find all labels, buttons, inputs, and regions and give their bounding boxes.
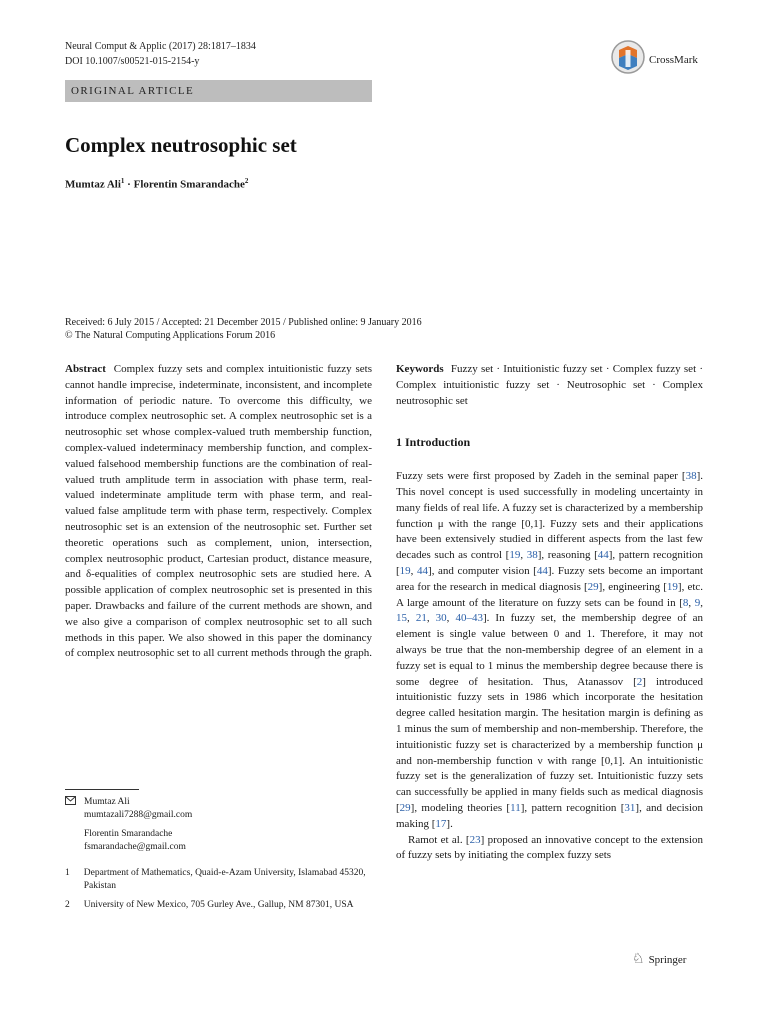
citation-link[interactable]: 29	[587, 580, 599, 593]
author-affiliation-marker: 2	[244, 177, 249, 185]
introduction-paragraph	[396, 469, 703, 832]
introduction-paragraph	[396, 833, 703, 865]
paragraph-text: ], reasoning [	[537, 549, 598, 562]
abstract-text: Complex fuzzy sets and complex intuitionistic fuzzy sets cannot handle imprecise, indeterminate, inconsistent, and incomplete information of periodic nature. To overcome this difficulty, we introduce complex neutrosophic set. A complex neutrosophic set is a neutrosophic set whose complex-valued truth membership function, complex-valued indeterminacy membership function, and complex-valued falsehood membership functions are the combination of real-valued truth amplitude term in association with phase term, real-valued indeterminate amplitude term with phase term, and real-valued false amplitude term with phase term, respectively. Complex neutrosophic set is an extension of the neutrosophic set. Further set theoretic operations such as complement, union, intersection, complex neutrosophic product, Cartesian product, distance measure, and δ-equalities of complex neutrosophic sets are studied here. A possible application of complex neutrosophic set is presented in this paper. Drawbacks and failure of the current methods are shown, and we also give a comparison of complex neutrosophic set to all such methods in this paper. We also showed in this paper the dominancy of complex neutrosophic set to all current methods through the graph.	[65, 363, 373, 660]
springer-horse-icon: ♘	[632, 952, 645, 967]
citation-link[interactable]: 44	[597, 549, 609, 562]
corresponding-contacts	[65, 796, 192, 854]
envelope-icon	[65, 796, 76, 854]
citation-link[interactable]: 19	[509, 549, 521, 562]
citation-link[interactable]: 2	[636, 675, 643, 688]
citation-link[interactable]: 44	[536, 564, 548, 577]
citation-link[interactable]: 30	[435, 612, 447, 625]
paragraph-text: ], pattern recognition [	[520, 801, 625, 814]
contact-name: Mumtaz Ali	[84, 797, 130, 807]
footnote-divider	[65, 789, 139, 790]
paragraph-text: ].	[446, 817, 453, 830]
author-list	[65, 177, 248, 191]
citation-link[interactable]: 9	[694, 596, 701, 609]
contact-name: Florentin Smarandache	[84, 829, 173, 839]
author-affiliation-marker: 1	[120, 177, 125, 185]
keywords-label: Keywords	[396, 363, 444, 375]
affiliation-number: 2	[65, 900, 70, 910]
publication-dates	[65, 316, 422, 342]
citation-link[interactable]: 38	[685, 470, 697, 483]
author-name[interactable]: Florentin Smarandache	[133, 178, 245, 191]
paragraph-text: ]. This novel concept is used successfully in modeling uncertainty in many fields of real life. A fuzzy set is characterized by a membership function μ with the range [0,1]. Fuzzy sets and their applications have been extensively studied in different aspects from the last few decades such as control [	[396, 470, 703, 562]
contact-email[interactable]: fsmarandache@gmail.com	[84, 842, 186, 852]
contact-email[interactable]: mumtazali7288@gmail.com	[84, 810, 193, 820]
doi[interactable]: DOI 10.1007/s00521-015-2154-y	[65, 56, 200, 67]
affiliation-text: University of New Mexico, 705 Gurley Ave., Gallup, NM 87301, USA	[83, 900, 354, 910]
citation-link[interactable]: 19	[666, 580, 678, 593]
abstract-paragraph	[65, 362, 372, 662]
citation-link[interactable]: 38	[526, 549, 538, 562]
paragraph-text: ], etc. A large amount of the literature on fuzzy sets can be found in [	[396, 580, 704, 609]
paragraph-text: ,	[700, 596, 704, 609]
section-heading-introduction: 1 Introduction	[396, 435, 471, 450]
keywords-paragraph	[396, 362, 703, 409]
paragraph-text: ], pattern recognition [	[396, 549, 704, 577]
copyright-line: © The Natural Computing Applications Forum 2016	[65, 330, 276, 341]
affiliation-item	[65, 899, 372, 912]
paragraph-text: ]. Fuzzy sets become an important area for the research in medical diagnosis [	[396, 564, 704, 593]
article-type-banner: ORIGINAL ARTICLE	[65, 80, 372, 102]
paragraph-text: ]. In fuzzy set, the membership degree of an element is single value between 0 and 1. Therefore, it may not always be true that the non-membership degree of an element in a fuzzy set is equal to 1 minus the membership degree because there is some degree of hesitation. Thus, Atanassov [	[396, 612, 704, 688]
citation-link[interactable]: 29	[399, 801, 411, 814]
paragraph-text: ,	[520, 549, 527, 562]
paragraph-text: Ramot et al. [	[408, 833, 470, 846]
citation-link[interactable]: 11	[510, 801, 521, 814]
citation-link[interactable]: 21	[415, 612, 427, 625]
author-separator: ·	[127, 178, 131, 191]
affiliation-number: 1	[65, 868, 70, 878]
publisher-logo	[632, 951, 686, 968]
paragraph-text: ,	[426, 612, 436, 625]
crossmark-label: CrossMark	[649, 53, 698, 66]
right-column	[396, 362, 703, 864]
paragraph-text: Fuzzy sets were first proposed by Zadeh in the seminal paper [	[396, 470, 686, 483]
paragraph-text: ,	[410, 564, 418, 577]
paragraph-text: ], and decision making [	[396, 801, 704, 830]
paragraph-text: ], modeling theories [	[410, 801, 511, 814]
crossmark-badge[interactable]	[611, 40, 698, 79]
paragraph-text: ,	[688, 596, 695, 609]
paragraph-text: ,	[446, 612, 456, 625]
citation-link[interactable]: 8	[682, 596, 689, 609]
citation-link[interactable]: 31	[624, 801, 636, 814]
paragraph-text: ] introduced intuitionistic fuzzy sets in 1986 which incorporate the hesitation degree called hesitation margin. The hesitation margin is defining as 1 minus the sum of membership and non-membership. Therefore, the intuitionistic fuzzy set is characterized by a membership function μ and non-membership function ν with range [0,1]. An intuitionistic fuzzy set is the generalization of fuzzy set. Intuitionistic fuzzy sets can successfully be applied in many fields such as medical diagnosis [	[396, 675, 704, 814]
citation-link[interactable]: 19	[399, 564, 411, 577]
paragraph-text: ] proposed an innovative concept to the extension of fuzzy sets by initiating the complex fuzzy sets	[396, 833, 703, 862]
paragraph-text: ], and computer vision [	[428, 564, 537, 577]
affiliation-text: Department of Mathematics, Quaid-e-Azam University, Islamabad 45320, Pakistan	[83, 868, 366, 891]
citation-link[interactable]: 40–43	[455, 612, 483, 625]
paragraph-text: ,	[407, 612, 416, 625]
abstract-section	[65, 362, 372, 662]
publisher-name: Springer	[648, 953, 687, 966]
author-name[interactable]: Mumtaz Ali	[65, 178, 121, 191]
publication-history: Received: 6 July 2015 / Accepted: 21 December 2015 / Published online: 9 January 2016	[65, 317, 422, 328]
affiliation-item	[65, 867, 372, 893]
crossmark-icon	[611, 40, 645, 79]
keywords-text: Fuzzy set · Intuitionistic fuzzy set · Complex fuzzy set · Complex intuitionistic fuzzy set · Neutrosophic set · Complex neutrosophic set	[396, 363, 703, 407]
citation-link[interactable]: 15	[396, 612, 407, 625]
citation-link[interactable]: 44	[417, 564, 429, 577]
citation-link[interactable]: 23	[469, 833, 481, 846]
citation-link[interactable]: 17	[435, 817, 447, 830]
journal-citation: Neural Comput & Applic (2017) 28:1817–1834	[65, 41, 256, 52]
paper-title: Complex neutrosophic set	[65, 133, 297, 157]
paragraph-text: ], engineering [	[598, 580, 667, 593]
abstract-label: Abstract	[65, 363, 106, 375]
